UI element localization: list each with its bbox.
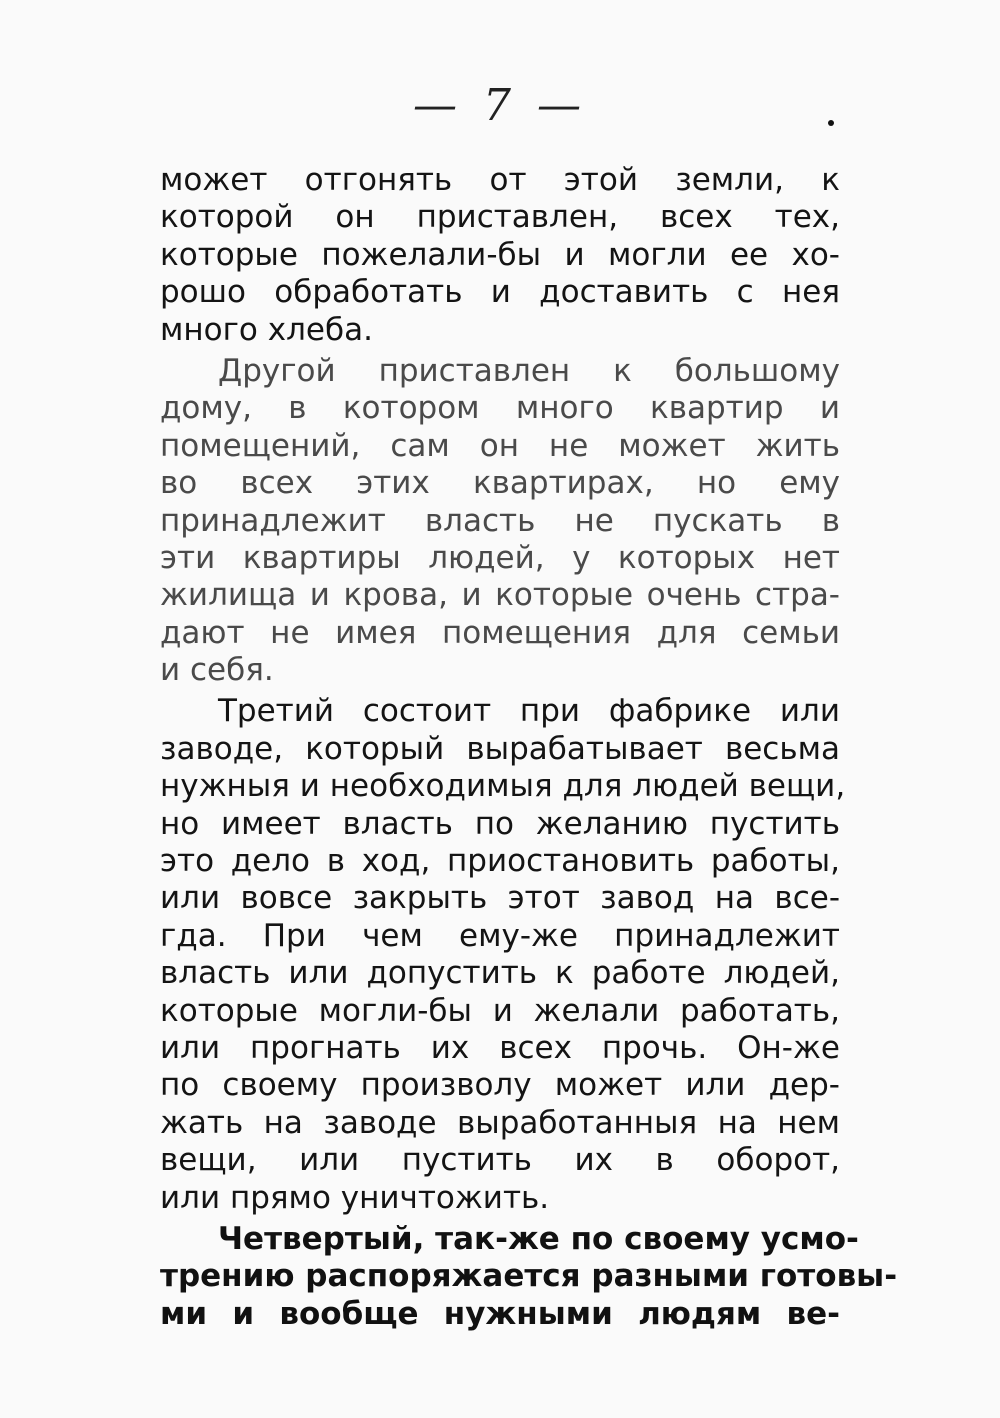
text-line: власть или допустить к работе людей, [160, 955, 840, 992]
text-line: дают не имея помещения для семьи [160, 614, 840, 651]
paragraph-1 [160, 162, 840, 349]
text-line: вещи, или пустить их в оборот, [160, 1142, 840, 1179]
text-line: и себя. [160, 652, 274, 689]
text-line: может отгонять от этой земли, к [160, 162, 840, 198]
paragraph-2 [160, 353, 840, 690]
text-line: жилища и крова, и которые очень стра- [160, 577, 840, 614]
text-line: эти квартиры людей, у которых нет [160, 539, 840, 576]
text-line: Четвертый, так-же по своему усмо- [218, 1220, 859, 1257]
text-line: Другой приставлен к большому [218, 352, 840, 389]
text-line: которые могли-бы и желали работать, [160, 992, 840, 1029]
page-number: — 7 — [413, 80, 587, 131]
text-line: заводе, который вырабатывает весьма [160, 730, 840, 767]
body-text [160, 162, 898, 1337]
text-line: или прогнать их всех прочь. Он-же [160, 1029, 840, 1066]
text-line: помещений, сам он не может жить [160, 427, 840, 464]
text-line: трению распоряжается разными готовы- [160, 1258, 898, 1295]
text-line: дому, в котором много квартир и [160, 390, 840, 427]
text-line: Третий состоит при фабрике или [218, 693, 840, 730]
text-line: по своему произволу может или дер- [160, 1067, 840, 1104]
text-line: во всех этих квартирах, но ему [160, 465, 840, 502]
text-line: жать на заводе выработанныя на нем [160, 1104, 840, 1141]
text-line: это дело в ход, приостановить работы, [160, 843, 840, 880]
text-line: гда. При чем ему-же принадлежит [160, 917, 840, 954]
print-speck [828, 120, 834, 126]
text-line: или вовсе закрыть этот завод на все- [160, 880, 840, 917]
text-line: которой он приставлен, всех тех, [160, 199, 840, 236]
text-line: или прямо уничтожить. [160, 1179, 550, 1216]
text-line: нужныя и необходимыя для людей вещи, [160, 768, 846, 805]
paragraph-3 [160, 693, 846, 1216]
text-line: которые пожелали-бы и могли ее хо- [160, 236, 840, 273]
text-line: но имеет власть по желанию пустить [160, 805, 840, 842]
text-line: много хлеба. [160, 311, 373, 348]
paragraph-4 [160, 1220, 898, 1333]
text-line: принадлежит власть не пускать в [160, 502, 840, 539]
text-line: рошо обработать и доставить с нея [160, 274, 840, 311]
text-line: ми и вообще нужными людям ве- [160, 1295, 840, 1332]
